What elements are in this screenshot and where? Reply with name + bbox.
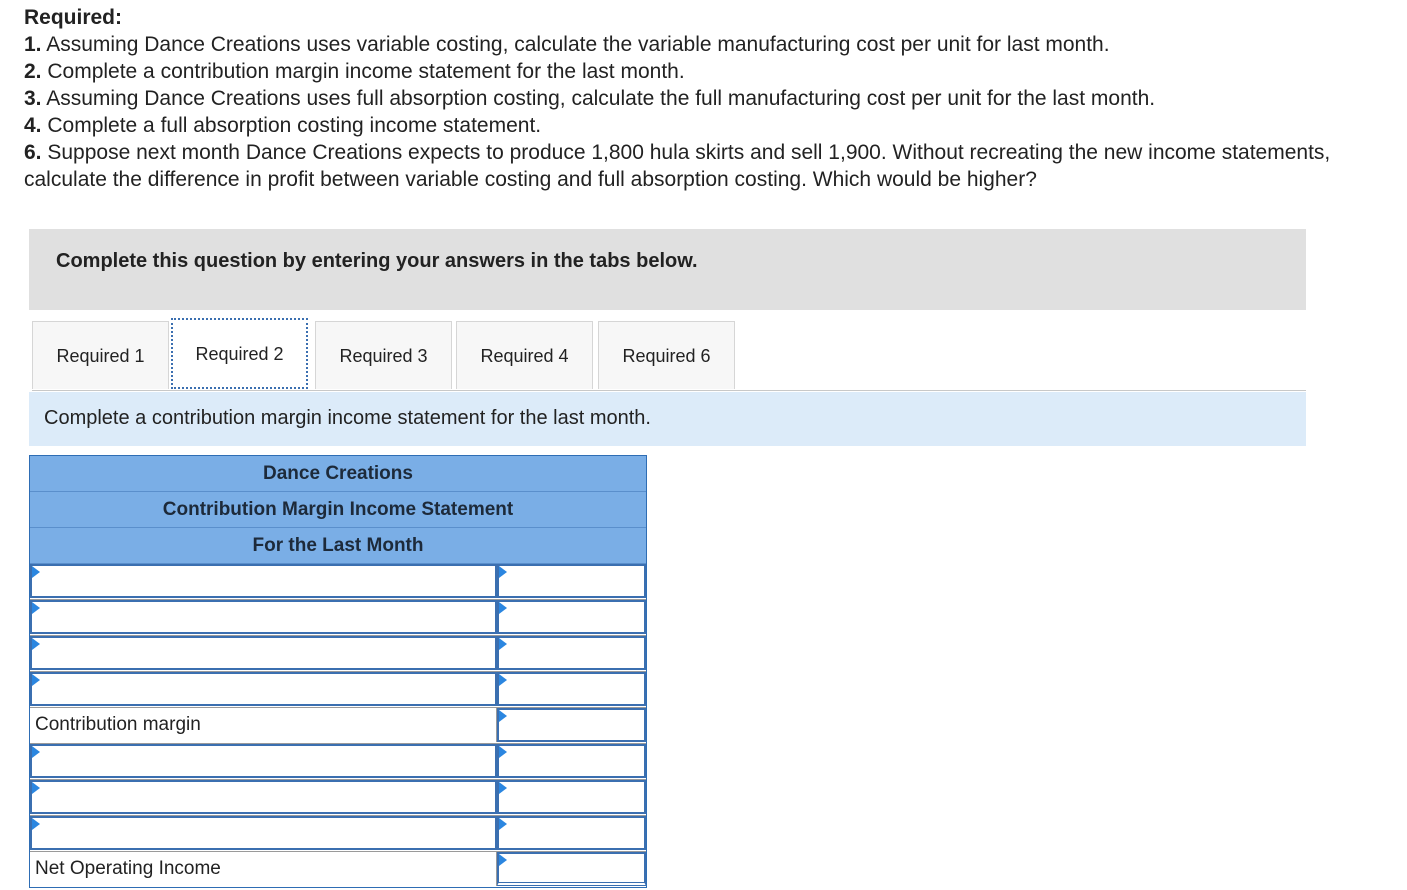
- dropdown-marker-icon: [32, 602, 40, 614]
- row-value-field[interactable]: [499, 674, 644, 704]
- row-value-input[interactable]: [497, 744, 646, 778]
- row-value-field[interactable]: [499, 782, 644, 812]
- dropdown-marker-icon: [499, 854, 507, 866]
- net-operating-income-row: [30, 852, 646, 887]
- row-label-input[interactable]: [30, 564, 497, 598]
- contribution-margin-value-input[interactable]: [497, 708, 646, 742]
- required-item-6: 6. Suppose next month Dance Creations expects to produce 1,800 hula skirts and sell 1,900. Without recreating the new income statements, calculate the difference in profit between variable costing and full absorption costing. Which would be higher?: [24, 141, 1331, 191]
- row-label-field[interactable]: [32, 746, 495, 776]
- dropdown-marker-icon: [32, 746, 40, 758]
- statement-row: [30, 672, 646, 708]
- statement-row: [30, 636, 646, 672]
- row-value-field[interactable]: [499, 638, 644, 668]
- row-value-input[interactable]: [497, 636, 646, 670]
- tab-required-6[interactable]: Required 6: [598, 321, 735, 389]
- statement-company: Dance Creations: [30, 456, 646, 492]
- statement-period: For the Last Month: [30, 528, 646, 564]
- dropdown-marker-icon: [32, 638, 40, 650]
- net-operating-income-value-input[interactable]: [497, 852, 646, 886]
- instruction-text: Complete this question by entering your answers in the tabs below.: [56, 250, 698, 272]
- dropdown-marker-icon: [499, 710, 507, 722]
- net-operating-income-field[interactable]: [499, 854, 644, 882]
- statement-row: [30, 744, 646, 780]
- dropdown-marker-icon: [499, 674, 507, 686]
- row-label-input[interactable]: [30, 672, 497, 706]
- dropdown-marker-icon: [499, 638, 507, 650]
- row-value-input[interactable]: [497, 816, 646, 850]
- tab-required-3[interactable]: Required 3: [315, 321, 452, 389]
- statement-row: [30, 600, 646, 636]
- row-value-field[interactable]: [499, 602, 644, 632]
- dropdown-marker-icon: [499, 818, 507, 830]
- row-label-input[interactable]: [30, 780, 497, 814]
- row-label-input[interactable]: [30, 816, 497, 850]
- contribution-margin-label: Contribution margin: [30, 708, 497, 742]
- row-label-field[interactable]: [32, 638, 495, 668]
- row-value-input[interactable]: [497, 780, 646, 814]
- row-label-field[interactable]: [32, 818, 495, 848]
- row-value-field[interactable]: [499, 566, 644, 596]
- required-heading: Required:: [24, 6, 123, 29]
- dropdown-marker-icon: [499, 746, 507, 758]
- dropdown-marker-icon: [499, 782, 507, 794]
- dropdown-marker-icon: [32, 782, 40, 794]
- dropdown-marker-icon: [499, 566, 507, 578]
- net-operating-income-label: Net Operating Income: [30, 852, 497, 886]
- required-item-3: 3. Assuming Dance Creations uses full absorption costing, calculate the full manufacturing cost per unit for the last month.: [24, 87, 1156, 110]
- tab-required-4[interactable]: Required 4: [456, 321, 593, 389]
- row-label-input[interactable]: [30, 744, 497, 778]
- statement-title: Contribution Margin Income Statement: [30, 492, 646, 528]
- row-label-field[interactable]: [32, 782, 495, 812]
- tab-required-1[interactable]: Required 1: [32, 321, 169, 389]
- required-item-4: 4. Complete a full absorption costing income statement.: [24, 114, 542, 137]
- tab-divider: [32, 390, 1306, 391]
- row-value-input[interactable]: [497, 672, 646, 706]
- dropdown-marker-icon: [32, 674, 40, 686]
- income-statement: [29, 455, 647, 888]
- dropdown-marker-icon: [32, 566, 40, 578]
- instruction-banner: [29, 229, 1306, 310]
- row-label-field[interactable]: [32, 602, 495, 632]
- tab-description: [29, 392, 1306, 446]
- row-label-field[interactable]: [32, 566, 495, 596]
- contribution-margin-field[interactable]: [499, 710, 644, 740]
- statement-row: [30, 816, 646, 852]
- contribution-margin-row: [30, 708, 646, 744]
- row-value-field[interactable]: [499, 746, 644, 776]
- statement-row: [30, 564, 646, 600]
- statement-row: [30, 780, 646, 816]
- row-label-field[interactable]: [32, 674, 495, 704]
- dropdown-marker-icon: [499, 602, 507, 614]
- row-value-input[interactable]: [497, 564, 646, 598]
- row-value-field[interactable]: [499, 818, 644, 848]
- row-label-input[interactable]: [30, 600, 497, 634]
- tab-required-2[interactable]: Required 2: [171, 318, 308, 389]
- required-item-1: 1. Assuming Dance Creations uses variable costing, calculate the variable manufacturing cost per unit for last month.: [24, 33, 1110, 56]
- required-section: [24, 4, 1394, 193]
- required-item-2: 2. Complete a contribution margin income statement for the last month.: [24, 60, 685, 83]
- dropdown-marker-icon: [32, 818, 40, 830]
- row-label-input[interactable]: [30, 636, 497, 670]
- row-value-input[interactable]: [497, 600, 646, 634]
- tab-description-text: Complete a contribution margin income statement for the last month.: [44, 407, 651, 429]
